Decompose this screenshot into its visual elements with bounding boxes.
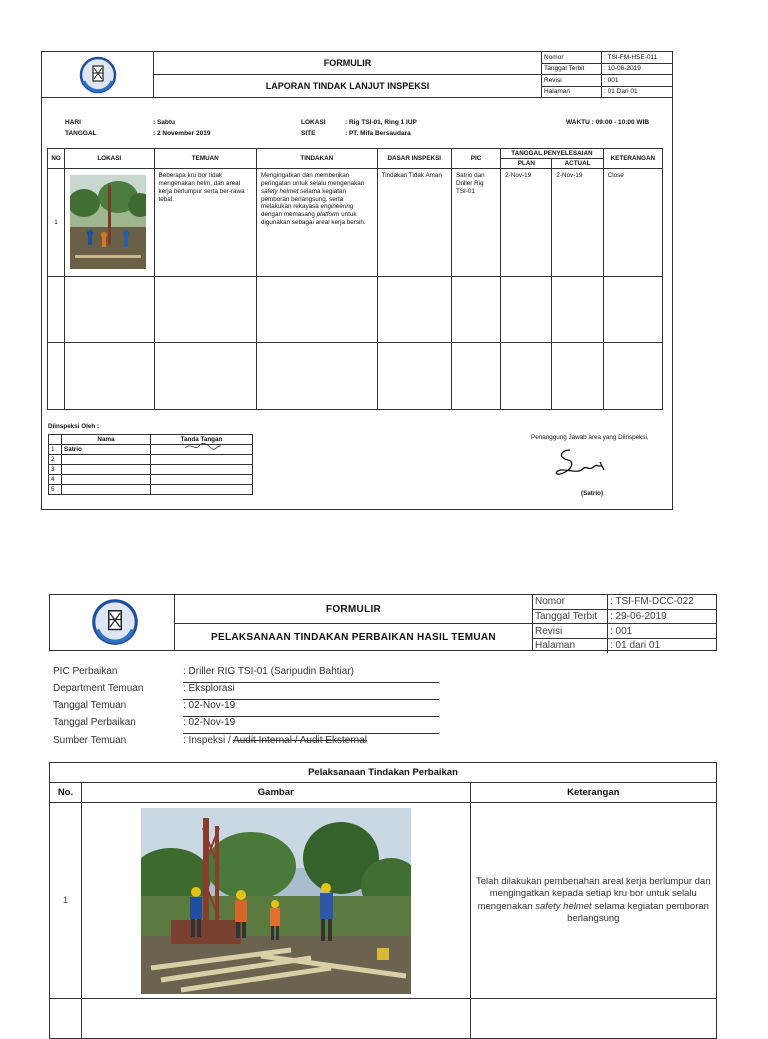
form-title: FORMULIR bbox=[175, 595, 533, 624]
col-keterangan: KETERANGAN bbox=[603, 149, 662, 169]
meta-label: Revisi bbox=[542, 75, 602, 86]
pic-text: Satrio dan Driller Rig TSI-01 bbox=[451, 169, 500, 277]
findings-table bbox=[47, 148, 663, 410]
site-value: : PT. Mifa Bersaudara bbox=[345, 130, 411, 137]
sumber-value bbox=[183, 735, 367, 746]
signature-cell bbox=[151, 455, 253, 465]
meta-value: : 001 bbox=[604, 76, 619, 84]
table-caption: Pelaksanaan Tindakan Perbaikan bbox=[50, 763, 717, 783]
tindakan-italic: safety helmet bbox=[261, 187, 299, 195]
tanggal-temuan-value: : 02-Nov-19 bbox=[183, 700, 236, 711]
empty-cell bbox=[603, 277, 662, 343]
tindakan-part: dengan memasang bbox=[261, 211, 317, 219]
meta-value: : 001 bbox=[610, 625, 633, 637]
inspected-by-label: Diinspeksi Oleh : bbox=[48, 423, 100, 430]
underline bbox=[183, 682, 439, 683]
meta-value: : 01 dari 01 bbox=[610, 640, 661, 652]
responsible-signature bbox=[550, 444, 620, 484]
tanggal-value: : 2 November 2019 bbox=[153, 130, 211, 137]
meta-label: Nomor bbox=[533, 595, 608, 609]
company-logo-cell bbox=[50, 595, 175, 650]
lokasi-label: LOKASI bbox=[301, 119, 326, 126]
meta-label: Halaman bbox=[533, 639, 608, 653]
form-subtitle: PELAKSANAAN TINDAKAN PERBAIKAN HASIL TEMUAN bbox=[175, 624, 533, 650]
hari-value: : Sabtu bbox=[153, 119, 176, 126]
empty-cell bbox=[451, 343, 500, 410]
tindakan-text bbox=[257, 169, 378, 277]
document-meta bbox=[533, 595, 716, 653]
inspector-row bbox=[49, 445, 253, 455]
tindakan-italic: platform bbox=[316, 211, 340, 219]
tanggal-label: TANGGAL bbox=[65, 130, 97, 137]
empty-cell bbox=[65, 277, 154, 343]
inspection-followup-form bbox=[41, 51, 673, 510]
meta-row bbox=[533, 595, 716, 610]
table-header-row bbox=[48, 149, 663, 159]
keterangan-text: Close bbox=[603, 169, 662, 277]
lokasi-value: : Rig TSI-01, Ring 1 IUP bbox=[345, 119, 417, 126]
col-plan: PLAN bbox=[501, 159, 552, 169]
empty-cell bbox=[470, 999, 716, 1039]
inspector-no: 5 bbox=[49, 485, 62, 495]
plan-date: 2-Nov-19 bbox=[501, 169, 552, 277]
form-header bbox=[49, 594, 717, 651]
keterangan-text bbox=[470, 803, 716, 999]
col-temuan: TEMUAN bbox=[154, 149, 257, 169]
responsible-label: Penanggung Jawab area yang Diinspeksi, bbox=[531, 434, 649, 441]
meta-row bbox=[533, 624, 716, 639]
col-no: NO bbox=[48, 149, 65, 169]
meta-row bbox=[533, 610, 716, 625]
meta-label: Tanggal Terbit bbox=[533, 610, 608, 624]
empty-cell bbox=[451, 277, 500, 343]
col-keterangan: Keterangan bbox=[470, 783, 716, 803]
inspector-no: 1 bbox=[49, 445, 62, 455]
table-caption-row bbox=[50, 763, 717, 783]
keterangan-part: Telah dilakukan pembenahan areal kerja berlumpur dan mengingatkan kepada setiap kru bor untuk selalu mengenakan bbox=[476, 875, 711, 912]
signature-cell bbox=[151, 485, 253, 495]
meta-row bbox=[542, 64, 673, 76]
empty-cell bbox=[552, 343, 603, 410]
col-tanda-tangan: Tanda Tangan bbox=[151, 435, 253, 445]
finding-photo-cell bbox=[65, 169, 154, 277]
empty-cell bbox=[377, 343, 451, 410]
empty-cell bbox=[49, 435, 62, 445]
col-lokasi: LOKASI bbox=[65, 149, 154, 169]
tindakan-italic: engineering bbox=[320, 203, 354, 211]
department-label: Department Temuan bbox=[53, 683, 144, 694]
meta-label: Halaman bbox=[542, 87, 602, 98]
empty-cell bbox=[81, 999, 470, 1039]
inspector-name: Satrio bbox=[62, 445, 151, 455]
corrective-info bbox=[53, 666, 453, 756]
meta-row bbox=[542, 87, 673, 99]
repair-photo bbox=[141, 808, 411, 994]
meta-value: : 10-06-2019 bbox=[604, 65, 641, 73]
inspector-row bbox=[49, 485, 253, 495]
actual-date: 2-Nov-19 bbox=[552, 169, 603, 277]
sumber-part: : Inspeksi / bbox=[183, 735, 234, 746]
waktu-text: WAKTU : 09:00 - 10:00 WIB bbox=[566, 119, 650, 126]
col-pic: PIC bbox=[451, 149, 500, 169]
meta-row bbox=[542, 75, 673, 87]
inspector-name bbox=[62, 465, 151, 475]
inspector-no: 4 bbox=[49, 475, 62, 485]
col-dasar-inspeksi: DASAR INSPEKSI bbox=[377, 149, 451, 169]
inspector-name bbox=[62, 485, 151, 495]
meta-label: Revisi bbox=[533, 624, 608, 638]
signature-cell bbox=[151, 445, 253, 455]
keterangan-italic: safety helmet bbox=[535, 900, 592, 912]
tanggal-temuan-label: Tanggal Temuan bbox=[53, 700, 127, 711]
tindakan-part: Mengingatkan dan memberikan peringatan untuk selalu mengenakan bbox=[261, 172, 365, 187]
dasar-text: Tindakan Tidak Aman bbox=[377, 169, 451, 277]
pic-value: : Driller RIG TSI-01 (Saripudin Bahtiar) bbox=[183, 666, 354, 677]
empty-cell bbox=[48, 343, 65, 410]
inspectors-table bbox=[48, 434, 253, 495]
inspector-name bbox=[62, 455, 151, 465]
inspector-row bbox=[49, 475, 253, 485]
col-tanggal-penyelesaian: TANGGAL PENYELESAIAN bbox=[501, 149, 604, 159]
empty-cell bbox=[257, 343, 378, 410]
row-no: 1 bbox=[48, 169, 65, 277]
underline bbox=[183, 699, 439, 700]
meta-row bbox=[542, 52, 673, 64]
col-tindakan: TINDAKAN bbox=[257, 149, 378, 169]
inspector-row bbox=[49, 455, 253, 465]
tanggal-perbaikan-label: Tanggal Perbaikan bbox=[53, 717, 136, 728]
meta-value: : TSI-FM-HSE-011 bbox=[604, 53, 658, 61]
meta-label: Tanggal Terbit bbox=[542, 64, 602, 75]
table-header-row bbox=[50, 783, 717, 803]
company-logo-cell bbox=[42, 52, 154, 98]
document-meta bbox=[542, 52, 673, 98]
col-nama: Nama bbox=[62, 435, 151, 445]
corrective-table bbox=[49, 762, 717, 1039]
empty-cell bbox=[377, 277, 451, 343]
inspector-no: 2 bbox=[49, 455, 62, 465]
pic-label: PIC Perbaikan bbox=[53, 666, 118, 677]
empty-cell bbox=[552, 277, 603, 343]
empty-cell bbox=[154, 277, 257, 343]
sumber-label: Sumber Temuan bbox=[53, 735, 127, 746]
form-header bbox=[42, 52, 672, 97]
empty-cell bbox=[603, 343, 662, 410]
table-row bbox=[48, 343, 663, 410]
meta-row bbox=[533, 639, 716, 653]
tindakan-part: selama kegiatan pemboran berlangsung, serta melakukan rekayasa bbox=[261, 187, 347, 211]
row-no: 1 bbox=[50, 803, 82, 999]
tindakan-part: untuk digunakan sebagai areal kerja bersih. bbox=[261, 211, 366, 227]
repair-photo-cell bbox=[81, 803, 470, 999]
underline bbox=[183, 733, 439, 734]
meta-value: : TSI-FM-DCC-022 bbox=[610, 596, 694, 608]
finding-photo bbox=[70, 175, 146, 269]
company-logo-icon bbox=[78, 55, 118, 95]
hari-label: HARI bbox=[65, 119, 81, 126]
site-label: SITE bbox=[301, 130, 316, 137]
empty-cell bbox=[154, 343, 257, 410]
underline bbox=[183, 716, 439, 717]
inspector-no: 3 bbox=[49, 465, 62, 475]
signature-small bbox=[183, 442, 223, 452]
meta-label: Nomor bbox=[542, 52, 602, 63]
table-row bbox=[50, 803, 717, 999]
signature-cell bbox=[151, 465, 253, 475]
company-logo-icon bbox=[88, 597, 142, 647]
tanggal-perbaikan-value: : 02-Nov-19 bbox=[183, 717, 236, 728]
empty-cell bbox=[65, 343, 154, 410]
inspector-row bbox=[49, 465, 253, 475]
empty-cell bbox=[50, 999, 82, 1039]
col-no: No. bbox=[50, 783, 82, 803]
sumber-struck: Audit Internal / Audit Eksternal bbox=[233, 735, 367, 746]
keterangan-part: selama kegiatan pemboran berlangsung bbox=[567, 900, 709, 924]
meta-value: : 29-06-2019 bbox=[610, 611, 667, 623]
col-gambar: Gambar bbox=[81, 783, 470, 803]
empty-cell bbox=[501, 343, 552, 410]
empty-cell bbox=[501, 277, 552, 343]
table-row bbox=[48, 169, 663, 277]
empty-cell bbox=[48, 277, 65, 343]
temuan-text: Beberapa kru bor tidak mengenakan helm, dan areal kerja berlumpur serta ber-rawa tebal. bbox=[154, 169, 257, 277]
form-title: FORMULIR bbox=[154, 52, 542, 75]
empty-cell bbox=[257, 277, 378, 343]
corrective-action-form bbox=[49, 594, 717, 1024]
table-row bbox=[48, 277, 663, 343]
form-subtitle: LAPORAN TINDAK LANJUT INSPEKSI bbox=[154, 75, 542, 98]
meta-value: : 01 Dari 01 bbox=[604, 88, 638, 96]
inspector-name bbox=[62, 475, 151, 485]
responsible-name: (Satrio) bbox=[581, 490, 604, 497]
signature-cell bbox=[151, 475, 253, 485]
table-row bbox=[50, 999, 717, 1039]
department-value: : Eksplorasi bbox=[183, 683, 235, 694]
col-actual: ACTUAL bbox=[552, 159, 603, 169]
